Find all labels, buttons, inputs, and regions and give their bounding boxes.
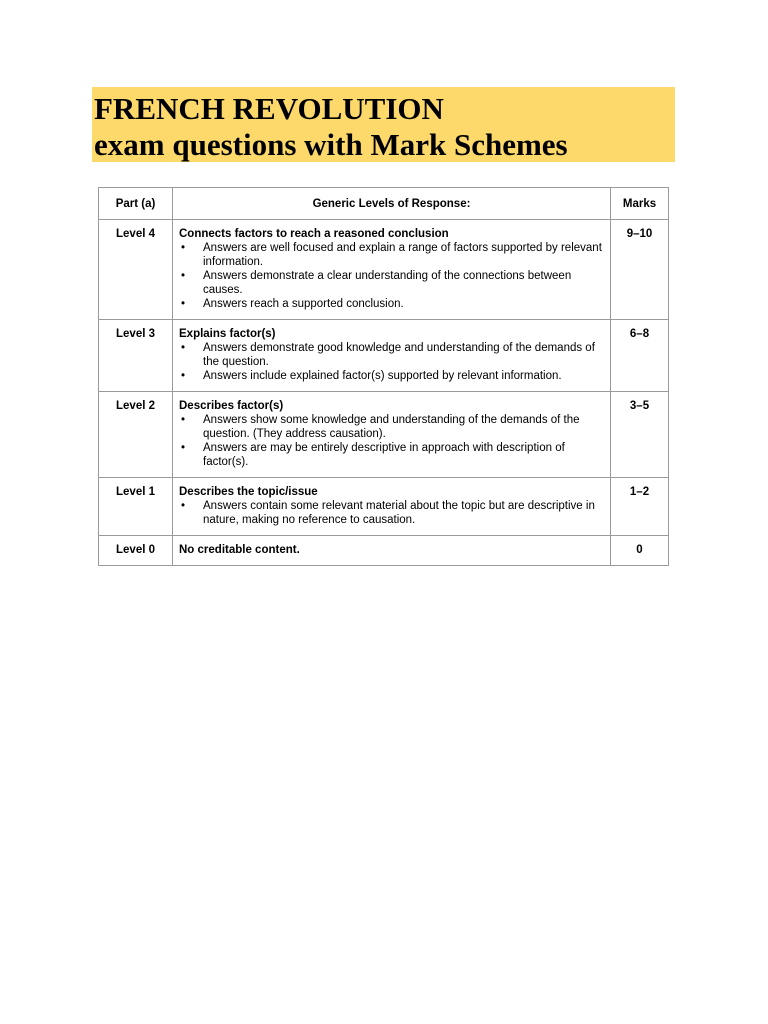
table-row [99,478,669,536]
response-description [173,320,611,392]
list-item [179,441,604,469]
criterion-text: Answers contain some relevant material about the topic but are descriptive in nature, making no reference to causation. [203,500,595,526]
level-label: Level 3 [99,320,173,392]
bullet-icon: • [181,442,186,454]
criteria-list [179,413,604,469]
document-subtitle: exam questions with Mark Schemes [94,127,568,162]
marks-value: 0 [611,536,669,566]
level-label: Level 0 [99,536,173,566]
bullet-icon: • [181,500,186,512]
response-description [173,478,611,536]
level-heading: Explains factor(s) [179,328,276,340]
criteria-list [179,241,604,311]
list-item [179,499,604,527]
response-description [173,536,611,566]
document-title: FRENCH REVOLUTION [94,91,444,126]
header-generic-levels: Generic Levels of Response: [173,188,611,220]
criterion-text: Answers demonstrate a clear understanding of the connections between causes. [203,270,572,296]
bullet-icon: • [181,414,186,426]
marks-value: 9–10 [611,220,669,320]
table-row [99,392,669,478]
marks-value: 3–5 [611,392,669,478]
title-banner [92,87,675,162]
table-row [99,536,669,566]
response-description [173,220,611,320]
level-heading: No creditable content. [179,544,300,556]
level-label: Level 2 [99,392,173,478]
level-label: Level 4 [99,220,173,320]
list-item [179,241,604,269]
bullet-icon: • [181,298,186,310]
table-row [99,320,669,392]
table-row [99,220,669,320]
criterion-text: Answers are may be entirely descriptive in approach with description of factor(s). [203,442,565,468]
header-marks: Marks [611,188,669,220]
header-part: Part (a) [99,188,173,220]
bullet-icon: • [181,370,186,382]
list-item [179,269,604,297]
criteria-list [179,341,604,383]
criterion-text: Answers demonstrate good knowledge and understanding of the demands of the question. [203,342,595,368]
level-heading: Connects factors to reach a reasoned conclusion [179,228,449,240]
list-item [179,413,604,441]
bullet-icon: • [181,342,186,354]
marks-value: 6–8 [611,320,669,392]
criteria-list [179,499,604,527]
criterion-text: Answers are well focused and explain a range of factors supported by relevant information. [203,242,602,268]
table-header-row [99,188,669,220]
marks-value: 1–2 [611,478,669,536]
list-item [179,369,604,383]
level-label: Level 1 [99,478,173,536]
bullet-icon: • [181,270,186,282]
criterion-text: Answers show some knowledge and understanding of the demands of the question. (They address causation). [203,414,580,440]
level-heading: Describes factor(s) [179,400,284,412]
list-item [179,297,604,311]
criterion-text: Answers reach a supported conclusion. [203,298,404,310]
list-item [179,341,604,369]
bullet-icon: • [181,242,186,254]
response-description [173,392,611,478]
criterion-text: Answers include explained factor(s) supported by relevant information. [203,370,562,382]
mark-scheme-table [98,187,669,566]
level-heading: Describes the topic/issue [179,486,318,498]
